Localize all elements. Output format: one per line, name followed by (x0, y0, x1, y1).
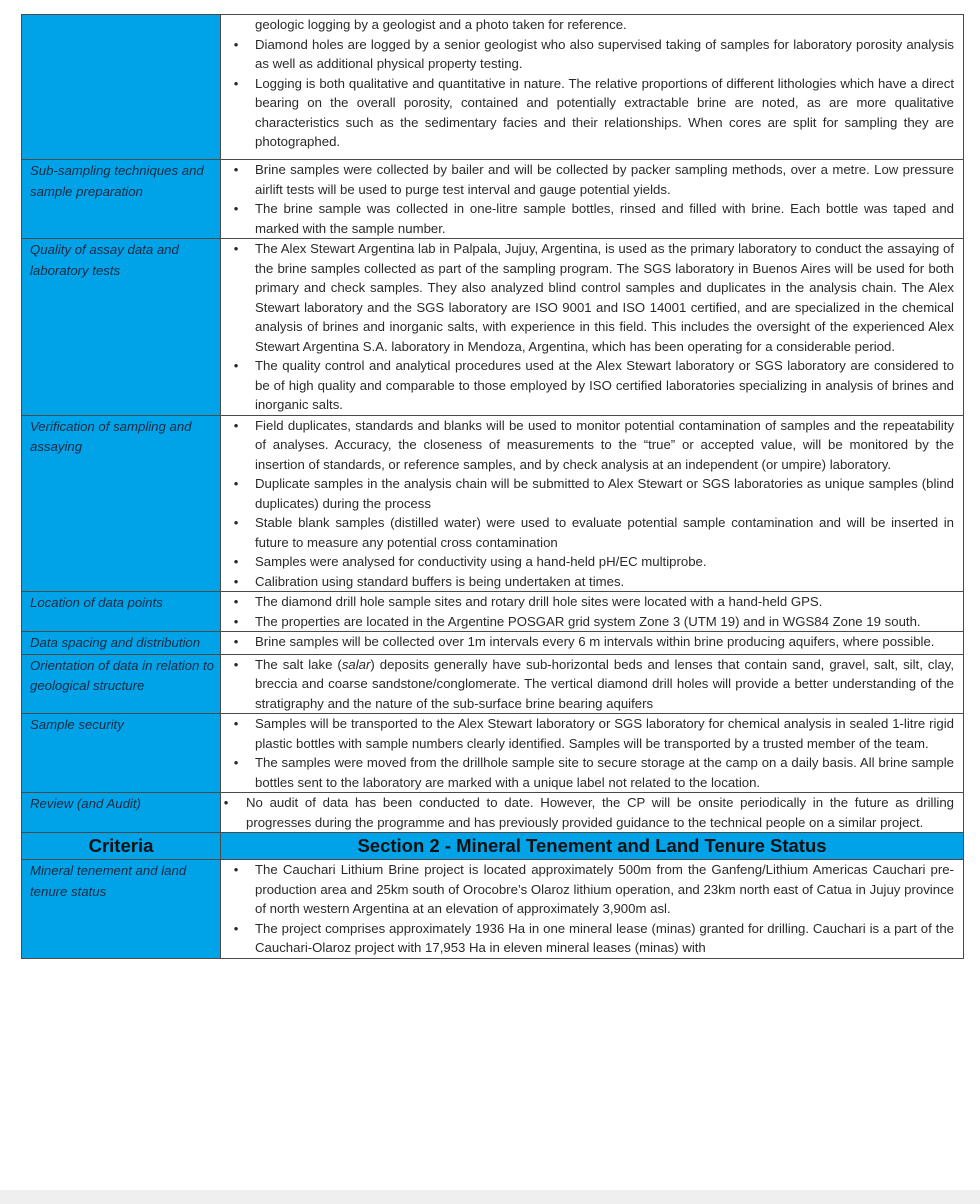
criteria-cell: Verification of sampling and assaying (22, 415, 221, 592)
list-item: • Logging is both qualitative and quantitative in nature. The relative proportions of different lithologies which have a direct bearing on the overall porosity, contained and potentially extractable brine are noted, as are more qualitative characteristics such as the sedimentary facies and their relationships. When cores are split for sampling they are photographed. (221, 74, 954, 152)
list-item: • The project comprises approximately 1936 Ha in one mineral lease (minas) granted for drilling. Cauchari is a part of the Cauchari-Olaroz project with 17,953 Ha in eleven mineral leases (minas) with (221, 919, 954, 958)
bullet-icon: • (233, 515, 239, 530)
bullet-icon: • (233, 862, 239, 877)
bullet-icon: • (233, 656, 239, 672)
bullet-icon: • (233, 36, 239, 52)
list-item: • Diamond holes are logged by a senior geologist who also supervised taking of samples for laboratory porosity analysis as well as additional physical property testing. (221, 35, 954, 74)
bullet-icon: • (233, 201, 239, 216)
bullet-icon: • (233, 573, 239, 589)
list-item: • Stable blank samples (distilled water) were used to evaluate potential sample contamination and will be inserted in future to measure any potential cross contamination (221, 513, 954, 552)
jorc-table (21, 14, 964, 959)
table-row (22, 415, 964, 592)
table-row (22, 714, 964, 793)
criteria-cell: Sample security (22, 714, 221, 793)
bullet-icon: • (233, 613, 239, 629)
commentary-cell (221, 632, 964, 655)
list-item: • Brine samples were collected by bailer and will be collected by packer sampling methods, over a metre. Low pressure airlift tests will be used to purge test interval and gauge potential yields. (221, 160, 954, 199)
table-row (22, 592, 964, 632)
list-item: • The properties are located in the Argentine POSGAR grid system Zone 3 (UTM 19) and in WGS84 Zone 19 south. (221, 612, 954, 632)
criteria-cell: Data spacing and distribution (22, 632, 221, 655)
bullet-icon: • (233, 634, 239, 649)
italic-term: salar (341, 656, 371, 672)
commentary-cell (221, 592, 964, 632)
list-item: • The brine sample was collected in one-litre sample bottles, rinsed and filled with brine. Each bottle was taped and marked with the sample number. (221, 199, 954, 238)
bullet-icon: • (233, 241, 239, 256)
list-item: • Brine samples will be collected over 1m intervals every 6 m intervals within brine producing aquifers, where possible. (221, 632, 954, 652)
bullet-icon: • (233, 594, 239, 609)
list-item: • Samples will be transported to the Alex Stewart laboratory or SGS laboratory for chemical analysis in sealed 1-litre rigid plastic bottles with sample numbers clearly identified. Samples will be transported by a trusted member of the team. (221, 714, 954, 753)
criteria-cell: Quality of assay data and laboratory tests (22, 239, 221, 416)
list-item: • The Cauchari Lithium Brine project is located approximately 500m from the Ganfeng/Lithium Americas Cauchari pre-production area and 25km south of Orocobre’s Olaroz lithium operation, and 23km north east of Catua in Jujuy province of north western Argentina at an elevation of approximately 3,900m asl. (221, 860, 954, 919)
list-item: • Field duplicates, standards and blanks will be used to monitor potential contamination of samples and the repeatability of analyses. Accuracy, the closeness of measurements to the “true” or accepted value, will be monitored by the insertion of standards, or reference samples, and by check analysis at an independent (or umpire) laboratory. (221, 416, 954, 475)
table-row (22, 239, 964, 416)
page-background-bottom (0, 1190, 980, 1204)
bullet-icon: • (233, 716, 239, 731)
commentary-cell (221, 160, 964, 239)
list-item: • Calibration using standard buffers is being undertaken at times. (221, 572, 954, 592)
table-row (22, 860, 964, 959)
list-item: • Duplicate samples in the analysis chain will be submitted to Alex Stewart or SGS laboratories as unique samples (blind duplicates) during the process (221, 474, 954, 513)
criteria-cell: Location of data points (22, 592, 221, 632)
criteria-cell (22, 15, 221, 160)
criteria-cell: Sub-sampling techniques and sample preparation (22, 160, 221, 239)
table-row (22, 15, 964, 160)
bullet-icon: • (233, 476, 239, 491)
section-header-row (22, 833, 964, 860)
table-row (22, 160, 964, 239)
bullet-icon: • (233, 75, 239, 91)
bullet-icon: • (233, 358, 239, 373)
bullet-icon: • (233, 554, 239, 569)
commentary-cell (221, 239, 964, 416)
criteria-cell: Orientation of data in relation to geological structure (22, 654, 221, 714)
bullet-icon: • (233, 755, 239, 770)
bullet-icon: • (233, 417, 239, 433)
list-item: • No audit of data has been conducted to date. However, the CP will be onsite periodically in the future as drilling progresses during the programme and has previously provided guidance to the technical people on a similar project. (221, 793, 954, 832)
list-item: • The quality control and analytical procedures used at the Alex Stewart laboratory or SGS laboratory are considered to be of high quality and comparable to those employed by ISO certified laboratories specializing in analysis of brines and inorganic salts. (221, 356, 954, 415)
table-row (22, 632, 964, 655)
commentary-cell (221, 793, 964, 833)
criteria-cell: Review (and Audit) (22, 793, 221, 833)
list-item: • Samples were analysed for conductivity using a hand-held pH/EC multiprobe. (221, 552, 954, 572)
criteria-cell: Mineral tenement and land tenure status (22, 860, 221, 959)
list-item: • The salt lake (salar) deposits generally have sub-horizontal beds and lenses that contain sand, gravel, salt, silt, clay, breccia and coarse sandstone/conglomerate. The vertical diamond drill holes will provide a better understanding of the stratigraphy and the nature of the sub-surface brine bearing aquifers (221, 655, 954, 714)
commentary-cell (221, 415, 964, 592)
table-row (22, 793, 964, 833)
section-title: Section 2 - Mineral Tenement and Land Tenure Status (221, 833, 964, 860)
list-item: • The Alex Stewart Argentina lab in Palpala, Jujuy, Argentina, is used as the primary laboratory to conduct the assaying of the brine samples collected as part of the sampling program. The SGS laboratory in Buenos Aires will be used for both primary and check samples. They also analyzed blind control samples and duplicates in the analysis chain. The Alex Stewart laboratory and the SGS laboratory are ISO 9001 and ISO 14001 certified, and are specialized in the chemical analysis of brines and inorganic salts, with experience in this field. This includes the oversight of the experienced Alex Stewart Argentina S.A. laboratory in Mendoza, Argentina, which has been operating for a considerable period. (221, 239, 954, 356)
continuation-text: geologic logging by a geologist and a photo taken for reference. (255, 17, 627, 32)
table-row (22, 654, 964, 714)
commentary-cell (221, 714, 964, 793)
bullet-icon: • (233, 920, 239, 936)
commentary-cell (221, 654, 964, 714)
bullet-icon: • (223, 795, 229, 810)
list-item: • The samples were moved from the drillhole sample site to secure storage at the camp on a daily basis. All brine sample bottles sent to the laboratory are marked with a unique label not related to the location. (221, 753, 954, 792)
list-item: • The diamond drill hole sample sites and rotary drill hole sites were located with a hand-held GPS. (221, 592, 954, 612)
commentary-cell (221, 860, 964, 959)
criteria-column-header: Criteria (22, 833, 221, 860)
commentary-cell (221, 15, 964, 160)
bullet-icon: • (233, 162, 239, 177)
